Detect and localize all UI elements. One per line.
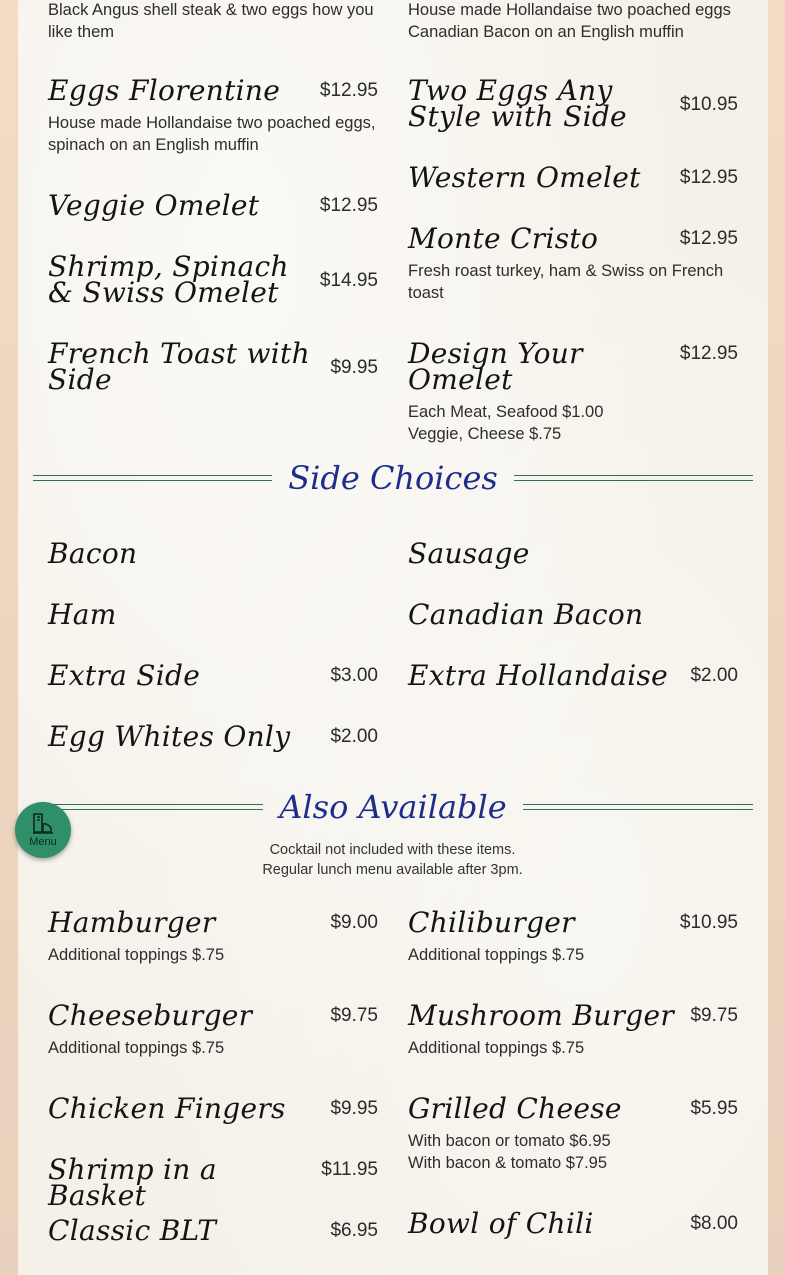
item-price: $10.95 bbox=[679, 912, 738, 933]
menu-item-monte-cristo bbox=[408, 222, 738, 304]
item-name: Sausage bbox=[408, 537, 530, 570]
menu-item-mushroom-burger bbox=[408, 999, 738, 1059]
item-name: Ham bbox=[48, 598, 117, 631]
item-name: Grilled Cheese bbox=[408, 1092, 622, 1125]
menu-item-two-eggs bbox=[408, 74, 738, 133]
section-title: Side Choices bbox=[288, 459, 498, 497]
side-item-egg-whites bbox=[48, 720, 378, 753]
note-line: Regular lunch menu available after 3pm. bbox=[262, 862, 523, 878]
side-item-sausage bbox=[408, 537, 738, 570]
menu-item-chiliburger bbox=[408, 906, 738, 966]
divider bbox=[33, 804, 263, 810]
divider bbox=[523, 804, 753, 810]
section-title: Also Available bbox=[279, 788, 507, 826]
item-price: $11.95 bbox=[321, 1159, 378, 1180]
item-name: Monte Cristo bbox=[408, 222, 599, 255]
side-item-extra-hollandaise bbox=[408, 659, 738, 692]
item-description bbox=[408, 401, 738, 445]
note-line: Cocktail not included with these items. bbox=[269, 842, 516, 858]
item-price: $8.00 bbox=[690, 1213, 738, 1234]
item-description: Additional toppings $.75 bbox=[408, 1039, 585, 1057]
item-price: $2.00 bbox=[690, 665, 738, 686]
item-name: Egg Whites Only bbox=[48, 720, 291, 753]
menu-button-label: Menu bbox=[29, 836, 57, 848]
menu-item-shrimp-basket bbox=[48, 1153, 378, 1212]
item-price: $12.95 bbox=[319, 195, 378, 216]
item-price: $14.95 bbox=[319, 270, 378, 291]
menu-book-icon bbox=[30, 812, 56, 836]
item-name: Chicken Fingers bbox=[48, 1092, 286, 1125]
item-name: Shrimp in a Basket bbox=[48, 1153, 217, 1212]
menu-item-veggie-omelet bbox=[48, 189, 378, 222]
section-heading-also-available bbox=[33, 787, 753, 827]
item-name: Mushroom Burger bbox=[408, 999, 675, 1032]
menu-item-bowl-chili bbox=[408, 1207, 738, 1240]
item-name: Western Omelet bbox=[408, 161, 641, 194]
item-name: Bowl of Chili bbox=[408, 1207, 594, 1240]
menu-item-design-omelet bbox=[408, 337, 738, 445]
item-description: Fresh roast turkey, ham & Swiss on French toast bbox=[408, 262, 724, 302]
item-price: $9.75 bbox=[690, 1005, 738, 1026]
side-item-canadian-bacon bbox=[408, 598, 738, 631]
side-item-ham bbox=[48, 598, 378, 631]
side-item-bacon bbox=[48, 537, 378, 570]
item-name: Shrimp, Spinach & Swiss Omelet bbox=[48, 250, 289, 309]
divider bbox=[33, 475, 272, 481]
item-price: $9.75 bbox=[330, 1005, 378, 1026]
menu-item-classic-blt bbox=[48, 1214, 378, 1247]
item-price: $5.95 bbox=[690, 1098, 738, 1119]
item-name: Hamburger bbox=[48, 906, 216, 939]
item-price: $9.95 bbox=[330, 357, 378, 378]
menu-item-grilled-cheese bbox=[408, 1092, 738, 1174]
menu-item-western-omelet bbox=[408, 161, 738, 194]
item-name: French Toast with Side bbox=[48, 337, 310, 396]
also-available-note bbox=[0, 840, 785, 880]
item-price: $3.00 bbox=[330, 665, 378, 686]
item-description bbox=[408, 1130, 738, 1174]
item-description: House made Hollandaise two poached eggs, spinach on an English muffin bbox=[48, 114, 376, 154]
item-name: Canadian Bacon bbox=[408, 598, 644, 631]
eggs-benedict-description: House made Hollandaise two poached eggs Canadian Bacon on an English muffin bbox=[408, 1, 731, 41]
desc-line: With bacon or tomato $6.95 bbox=[408, 1132, 611, 1150]
desc-line: Veggie, Cheese $.75 bbox=[408, 425, 562, 443]
menu-item-cheeseburger bbox=[48, 999, 378, 1059]
item-name: Cheeseburger bbox=[48, 999, 253, 1032]
section-heading-side-choices bbox=[33, 458, 753, 498]
item-price: $9.00 bbox=[330, 912, 378, 933]
item-name: Chiliburger bbox=[408, 906, 575, 939]
item-price: $12.95 bbox=[679, 167, 738, 188]
item-price: $10.95 bbox=[679, 94, 738, 115]
menu-item-chicken-fingers bbox=[48, 1092, 378, 1125]
item-price: $9.95 bbox=[330, 1098, 378, 1119]
divider bbox=[514, 475, 753, 481]
steak-eggs-description: Black Angus shell steak & two eggs how you like them bbox=[48, 1, 374, 41]
item-name: Two Eggs Any Style with Side bbox=[408, 74, 627, 133]
menu-item-eggs-florentine bbox=[48, 74, 378, 156]
item-name: Extra Hollandaise bbox=[408, 659, 668, 692]
item-price: $6.95 bbox=[330, 1220, 378, 1241]
item-name: Veggie Omelet bbox=[48, 189, 260, 222]
desc-line: Each Meat, Seafood $1.00 bbox=[408, 403, 604, 421]
menu-button[interactable] bbox=[15, 802, 71, 858]
item-description: Additional toppings $.75 bbox=[408, 946, 585, 964]
item-name: Design Your Omelet bbox=[408, 337, 583, 396]
menu-item-shrimp-omelet bbox=[48, 250, 378, 309]
item-name: Extra Side bbox=[48, 659, 201, 692]
item-price: $12.95 bbox=[679, 228, 738, 249]
menu-item-french-toast bbox=[48, 337, 378, 396]
side-item-extra-side bbox=[48, 659, 378, 692]
desc-line: With bacon & tomato $7.95 bbox=[408, 1154, 608, 1172]
item-price: $2.00 bbox=[330, 726, 378, 747]
item-price: $12.95 bbox=[679, 343, 738, 364]
item-name: Bacon bbox=[48, 537, 138, 570]
item-description: Additional toppings $.75 bbox=[48, 946, 225, 964]
item-description: Additional toppings $.75 bbox=[48, 1039, 225, 1057]
item-name: Eggs Florentine bbox=[48, 74, 281, 107]
item-name: Classic BLT bbox=[48, 1214, 217, 1247]
menu-item-hamburger bbox=[48, 906, 378, 966]
item-price: $12.95 bbox=[319, 80, 378, 101]
